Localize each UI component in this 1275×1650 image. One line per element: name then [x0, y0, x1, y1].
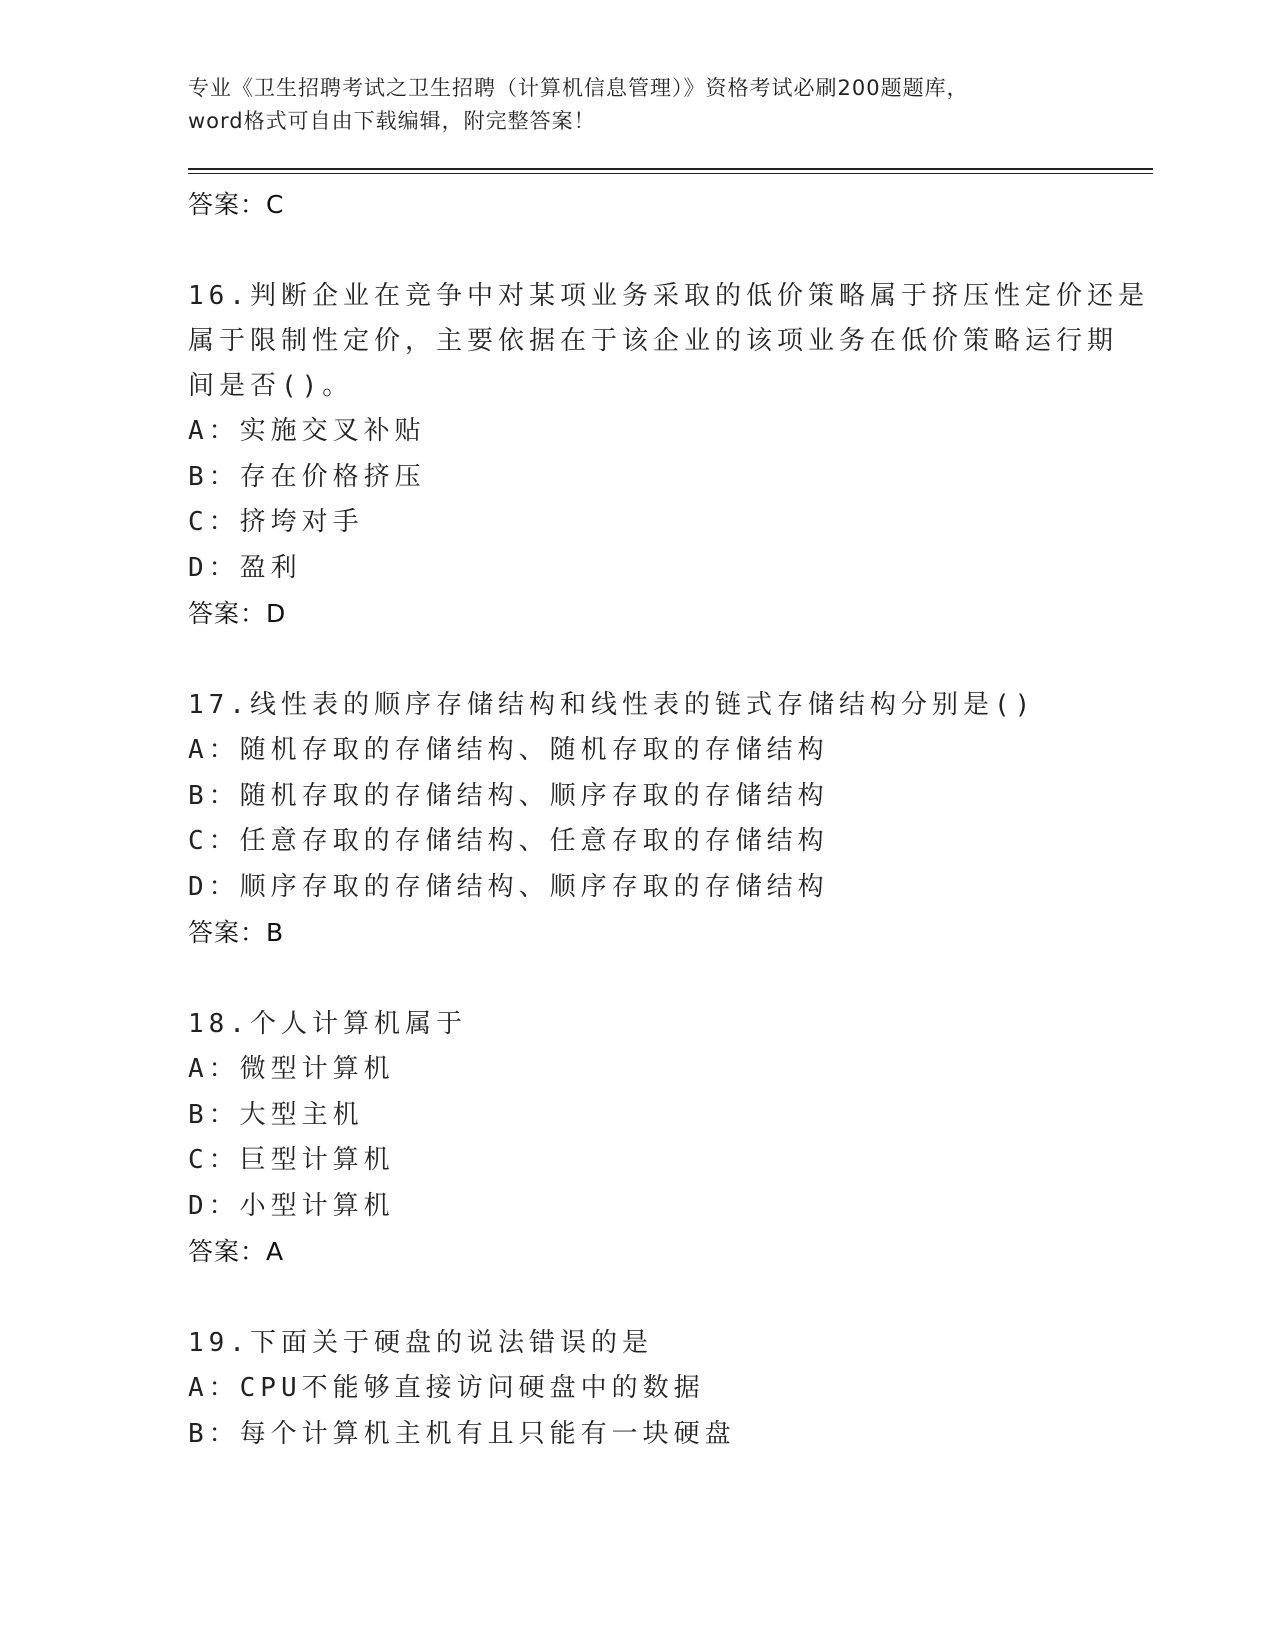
option-d: D：顺序存取的存储结构、顺序存取的存储结构 [188, 871, 829, 902]
option-a: A：实施交叉补贴 [188, 416, 426, 446]
answer-line: 答案：D [188, 599, 287, 628]
question-18 [188, 1002, 1153, 1275]
question-stem [188, 274, 1153, 409]
question-stem [188, 1002, 1153, 1047]
option-b: B：随机存取的存储结构、顺序存取的存储结构 [188, 780, 829, 811]
stem-line: 间是否()。 [188, 371, 354, 401]
option-b: B：大型主机 [188, 1099, 364, 1130]
header-line-1: 专业《卫生招聘考试之卫生招聘（计算机信息管理）》资格考试必刷200题题库， [188, 76, 969, 100]
answer-line: 答案：C [188, 190, 285, 219]
header-line-2: word格式可自由下载编辑，附完整答案！ [188, 109, 596, 133]
stem-line: 18.个人计算机属于 [188, 1009, 467, 1039]
option-b: B：每个计算机主机有且只能有一块硬盘 [188, 1418, 736, 1449]
option-c: C：巨型计算机 [188, 1145, 395, 1175]
option-c: C：挤垮对手 [188, 507, 364, 537]
option-a: A：随机存取的存储结构、随机存取的存储结构 [188, 735, 829, 765]
divider-thin [188, 173, 1153, 174]
document-page [188, 72, 1153, 1457]
document-header [188, 72, 1153, 138]
question-stem [188, 1321, 1153, 1366]
stem-line: 属于限制性定价，主要依据在于该企业的该项业务在低价策略运行期 [188, 326, 1119, 356]
stem-line: 16.判断企业在竞争中对某项业务采取的低价策略属于挤压性定价还是 [188, 281, 1149, 311]
stem-line: 19.下面关于硬盘的说法错误的是 [188, 1328, 653, 1358]
divider-thick [188, 168, 1153, 170]
option-d: D：小型计算机 [188, 1190, 395, 1221]
option-a: A：微型计算机 [188, 1054, 395, 1084]
question-19 [188, 1321, 1153, 1457]
question-stem [188, 683, 1153, 728]
option-b: B：存在价格挤压 [188, 461, 426, 492]
question-16 [188, 274, 1153, 637]
option-c: C：任意存取的存储结构、任意存取的存储结构 [188, 826, 829, 856]
answer-line: 答案：B [188, 918, 285, 947]
answer-line: 答案：A [188, 1237, 285, 1266]
stem-line: 17.线性表的顺序存储结构和线性表的链式存储结构分别是() [188, 690, 1036, 720]
option-d: D：盈利 [188, 552, 302, 583]
option-a: A：CPU不能够直接访问硬盘中的数据 [188, 1373, 705, 1403]
question-17 [188, 683, 1153, 956]
header-divider [188, 168, 1153, 174]
